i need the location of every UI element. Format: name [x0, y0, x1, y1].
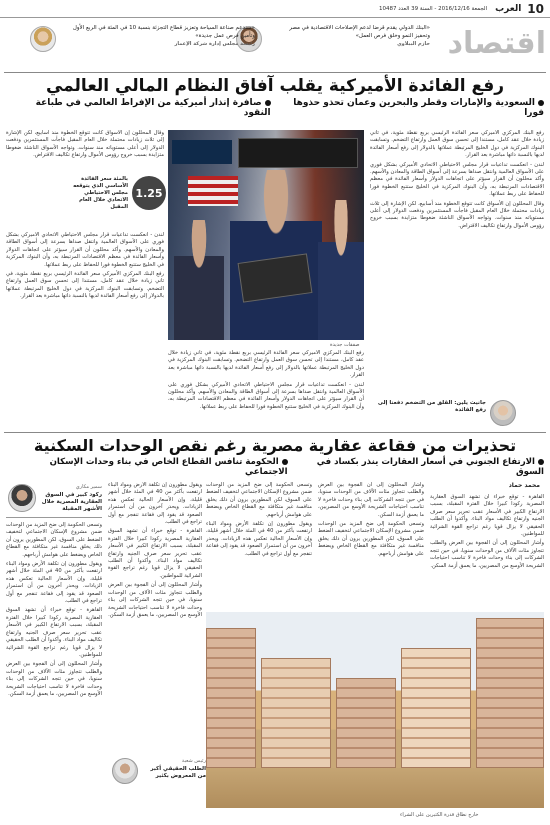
person-graphic — [318, 200, 364, 340]
photo-caption: صفقات جديدة — [330, 342, 360, 348]
story1-column-4: رفع البنك المركزي الأميركي سعر الفائدة الرئيسي بربع نقطة مئوية، في ثاني زيادة خلال عقد كامل، مستندا إلى تحسن سوق العمل وارتفاع التضخم. وتسابقت البنوك المركزية في دول الخليج المرتبطة عملاتها بالدولار إلى رفع أسعار الفائدة لديها بالنسبة ذاتها مباشرة بعد القرار. لندن - انعكست تداعيات قرار مجلس الاحتياطي الاتحادي الأميركي بشكل فوري على الأسواق العالمية وانتقل صداها بسرعة إلى أسواق الطاقة والمعادن والأسهم. وأكد محللون أن القرار سيؤثر على اتجاهات الدولار وأسعار الفائدة في معظم الاقتصادات المرتبطة به، وأن البنوك المركزية في الخليج ستتبع الخطوة فورا للحفاظ على ربط عملاتها. — [168, 350, 364, 410]
divider — [4, 72, 546, 73]
story2-author: محمد حماد — [508, 482, 540, 489]
story1-subhead-right: السعودية والإمارات وقطر والبحرين وعمان تحذو حذوها فورا — [293, 98, 544, 118]
screen-graphic — [172, 140, 232, 164]
expert-avatar — [112, 758, 138, 784]
inset-quote: جانيت يلين: القلق من التضخم دفعنا إلى رفع الفائدة — [377, 400, 486, 414]
story2-column-5: وتسعى الحكومة إلى ضخ المزيد من الوحدات ضمن مشروع الإسكان الاجتماعي لتخفيف الضغط على السوق، لكن المطورين يرون أن ذلك يخلق منافسة غير متكافئة مع القطاع الخاص ويضغط على هوامش أرباحهم. ويقول مطورون إن تكلفة الأرض ومواد البناء ارتفعت بأكثر من 40 في المئة خلال أشهر قليلة، وإن الأسعار الحالية تعكس هذه الزيادات. ويحذر آخرون من أن استمرار الصعود قد يقود إلى فقاعة تنفجر مع أول تراجع في الطلب. القاهرة - توقع خبراء أن تشهد السوق العقارية المصرية ركودا كبيرا خلال الفترة المقبلة، بسبب الارتفاع الكبير في الأسعار عقب تحرير سعر صرف الجنيه وارتفاع تكاليف مواد البناء. وأكدوا أن الطلب الحقيقي لا يزال قويا رغم تراجع القوة الشرائية للمواطنين. وأشار المحللون إلى أن الفجوة بين العرض والطلب تتجاوز مئات الآلاف من الوحدات سنويا، في حين تتجه الشركات إلى بناء وحدات فاخرة لا تناسب احتياجات الشريحة الأوسع من المصريين، ما يعمق أزمة السكن. — [6, 522, 102, 697]
bullet-icon — [282, 459, 288, 465]
story2-column-3: وتسعى الحكومة إلى ضخ المزيد من الوحدات ضمن مشروع الإسكان الاجتماعي لتخفيف الضغط على السوق، لكن المطورين يرون أن ذلك يخلق منافسة غير متكافئة مع القطاع الخاص ويضغط على هوامش أرباحهم. ويقول مطورون إن تكلفة الأرض ومواد البناء ارتفعت بأكثر من 40 في المئة خلال أشهر قليلة، وإن الأسعار الحالية تعكس هذه الزيادات. ويحذر آخرون من أن استمرار الصعود قد يقود إلى فقاعة تنفجر مع أول تراجع في الطلب. — [206, 482, 312, 557]
story1-headline: رفع الفائدة الأميركية يقلب آفاق النظام المالي العالمي — [45, 76, 505, 96]
section-title: اقتصاد — [447, 26, 546, 61]
story2-subhead-left: الحكومة تنافس القطاع الخاص في بناء وحدات الإسكان الاجتماعي — [49, 457, 288, 477]
building-graphic — [401, 648, 471, 768]
photo-caption: خارج نطاق قدرة الكثيرين على الشراء — [400, 812, 479, 818]
quote-author: حازم الببلاوي — [397, 41, 430, 47]
screen-graphic — [238, 138, 358, 168]
rate-caption: بالمئة سعر الفائدة الأساسي الذي يتوقعه مجلس الاحتياطي الاتحادي خلال العام المقبل — [73, 176, 128, 210]
quote-text: الطلب الحقيقي أكبر من المعروض بكثير — [150, 766, 206, 779]
building-graphic — [206, 628, 256, 768]
road-graphic — [206, 768, 544, 808]
header-quote-right — [275, 24, 430, 48]
person-graphic — [230, 170, 322, 340]
divider — [4, 432, 546, 433]
quote-text: ركود كبير في السوق العقارية المصرية خلال الأشهر المقبلة — [41, 492, 102, 512]
quote-text: «سندعم صناعة السياحة وتعزيز قطاع التجزئة بنسبة 10 في المئة في الربع الأول وتأمين فرص عمل جديدة» — [72, 25, 255, 39]
bullet-icon — [265, 100, 271, 106]
section-header — [0, 20, 550, 70]
story2-headline: تحذيرات من فقاعة عقارية مصرية رغم نقص الوحدات السكنية — [33, 436, 517, 455]
story1-subhead-left: صافرة إنذار أميركية من الإفراط العالمي في طباعة النقود — [35, 98, 271, 118]
person-graphic — [174, 220, 224, 340]
top-bar — [0, 0, 550, 18]
bullet-icon — [538, 459, 544, 465]
header-quote-left — [60, 24, 255, 48]
newspaper-logo: العرب — [495, 3, 522, 14]
story1-column-3: لندن - انعكست تداعيات قرار مجلس الاحتياطي الاتحادي الأميركي بشكل فوري على الأسواق العالمية وانتقل صداها بسرعة إلى أسواق الطاقة والمعادن والأسهم. وأكد محللون أن القرار سيؤثر على اتجاهات الدولار وأسعار الفائدة في معظم الاقتصادات المرتبطة به، وأن البنوك المركزية في الخليج ستتبع الخطوة فورا للحفاظ على ربط عملاتها. رفع البنك المركزي الأميركي سعر الفائدة الرئيسي بربع نقطة مئوية، في ثاني زيادة خلال عقد كامل، مستندا إلى تحسن سوق العمل وارتفاع التضخم. وتسابقت البنوك المركزية في دول الخليج المرتبطة عملاتها بالدولار إلى رفع أسعار الفائدة لديها بالنسبة ذاتها مباشرة بعد القرار. — [6, 232, 164, 300]
expert-avatar — [8, 484, 36, 512]
building-graphic — [261, 658, 331, 768]
buildings-photo — [206, 612, 544, 808]
story2-quote-box — [6, 482, 102, 518]
story2-subhead-right: الارتفاع الجنوني في أسعار العقارات ينذر بكساد في السوق — [316, 457, 544, 477]
trader-photo — [168, 130, 364, 340]
avatar-left — [30, 26, 56, 52]
story1-column-2: وقال المحللون إن الأسواق كانت تتوقع الخطوة منذ أسابيع، لكن الإشارة إلى ثلاث زيادات محتملة خلال العام المقبل فاجأت المستثمرين ودفعت الدولار إلى أعلى مستوياته منذ سنوات. وتواجه الأسواق الناشئة ضغوطا متزايدة بسبب خروج رؤوس الأموال وارتفاع تكاليف الاقتراض. — [6, 130, 164, 159]
yellen-avatar — [490, 400, 516, 426]
quote-name: رئيس شعبة — [181, 758, 206, 764]
story1-column-1: رفع البنك المركزي الأميركي سعر الفائدة الرئيسي بربع نقطة مئوية، في ثاني زيادة خلال عقد كامل، مستندا إلى تحسن سوق العمل وارتفاع التضخم. وتسابقت البنوك المركزية في دول الخليج المرتبطة عملاتها بالدولار إلى رفع أسعار الفائدة لديها بالنسبة ذاتها مباشرة بعد القرار. لندن - انعكست تداعيات قرار مجلس الاحتياطي الاتحادي الأميركي بشكل فوري على الأسواق العالمية وانتقل صداها بسرعة إلى أسواق الطاقة والمعادن والأسهم. وأكد محللون أن القرار سيؤثر على اتجاهات الدولار وأسعار الفائدة في معظم الاقتصادات المرتبطة به، وأن البنوك المركزية في الخليج ستتبع الخطوة فورا للحفاظ على ربط عملاتها. وقال المحللون إن الأسواق كانت تتوقع الخطوة منذ أسابيع، لكن الإشارة إلى ثلاث زيادات محتملة خلال العام المقبل فاجأت المستثمرين ودفعت الدولار إلى أعلى مستوياته منذ سنوات. وتواجه الأسواق الناشئة ضغوطا متزايدة بسبب خروج رؤوس الأموال وارتفاع تكاليف الاقتراض. — [370, 130, 544, 229]
quote-text: «البنك الدولي يقدم قرضا لدعم الإصلاحات الاقتصادية في مصر وتحفيز النمو وخلق فرص العمل» — [289, 25, 430, 39]
story1-subheads — [6, 98, 544, 118]
story2-column-2: وأشار المحللون إلى أن الفجوة بين العرض والطلب تتجاوز مئات الآلاف من الوحدات سنويا، في حين تتجه الشركات إلى بناء وحدات فاخرة لا تناسب احتياجات الشريحة الأوسع من المصريين، ما يعمق أزمة السكن. وتسعى الحكومة إلى ضخ المزيد من الوحدات ضمن مشروع الإسكان الاجتماعي لتخفيف الضغط على السوق، لكن المطورين يرون أن ذلك يخلق منافسة غير متكافئة مع القطاع الخاص ويضغط على هوامش أرباحهم. — [318, 482, 424, 557]
story2-subheads — [6, 457, 544, 477]
page-number: 10 — [527, 1, 544, 16]
rate-value: 1.25 — [132, 176, 166, 210]
dateline: الجمعة 2016/12/16 - السنة 39 العدد 10487 — [378, 5, 488, 12]
story2-quote-box-2 — [110, 756, 206, 792]
story2-column-4: ويقول مطورون إن تكلفة الأرض ومواد البناء ارتفعت بأكثر من 40 في المئة خلال أشهر قليلة، وإن الأسعار الحالية تعكس هذه الزيادات. ويحذر آخرون من أن استمرار الصعود قد يقود إلى فقاعة تنفجر مع أول تراجع في الطلب. القاهرة - توقع خبراء أن تشهد السوق العقارية المصرية ركودا كبيرا خلال الفترة المقبلة، بسبب الارتفاع الكبير في الأسعار عقب تحرير سعر صرف الجنيه وارتفاع تكاليف مواد البناء. وأكدوا أن الطلب الحقيقي لا يزال قويا رغم تراجع القوة الشرائية للمواطنين. وأشار المحللون إلى أن الفجوة بين العرض والطلب تتجاوز مئات الآلاف من الوحدات سنويا، في حين تتجه الشركات إلى بناء وحدات فاخرة لا تناسب احتياجات الشريحة الأوسع من المصريين، ما يعمق أزمة السكن. — [108, 482, 202, 618]
building-graphic — [336, 678, 396, 768]
quote-author: رئيسة مجلس إدارة شركة الإعمار — [174, 41, 255, 47]
rate-highlight — [73, 176, 166, 230]
building-graphic — [476, 618, 544, 768]
quote-name: سمير مكاري — [75, 484, 102, 490]
story2-column-1: القاهرة - توقع خبراء أن تشهد السوق العقارية المصرية ركودا كبيرا خلال الفترة المقبلة، بسبب الارتفاع الكبير في الأسعار عقب تحرير سعر صرف الجنيه وارتفاع تكاليف مواد البناء. وأكدوا أن الطلب الحقيقي لا يزال قويا رغم تراجع القوة الشرائية للمواطنين. وأشار المحللون إلى أن الفجوة بين العرض والطلب تتجاوز مئات الآلاف من الوحدات سنويا، في حين تتجه الشركات إلى بناء وحدات فاخرة لا تناسب احتياجات الشريحة الأوسع من المصريين، ما يعمق أزمة السكن. — [430, 494, 544, 569]
bullet-icon — [538, 100, 544, 106]
